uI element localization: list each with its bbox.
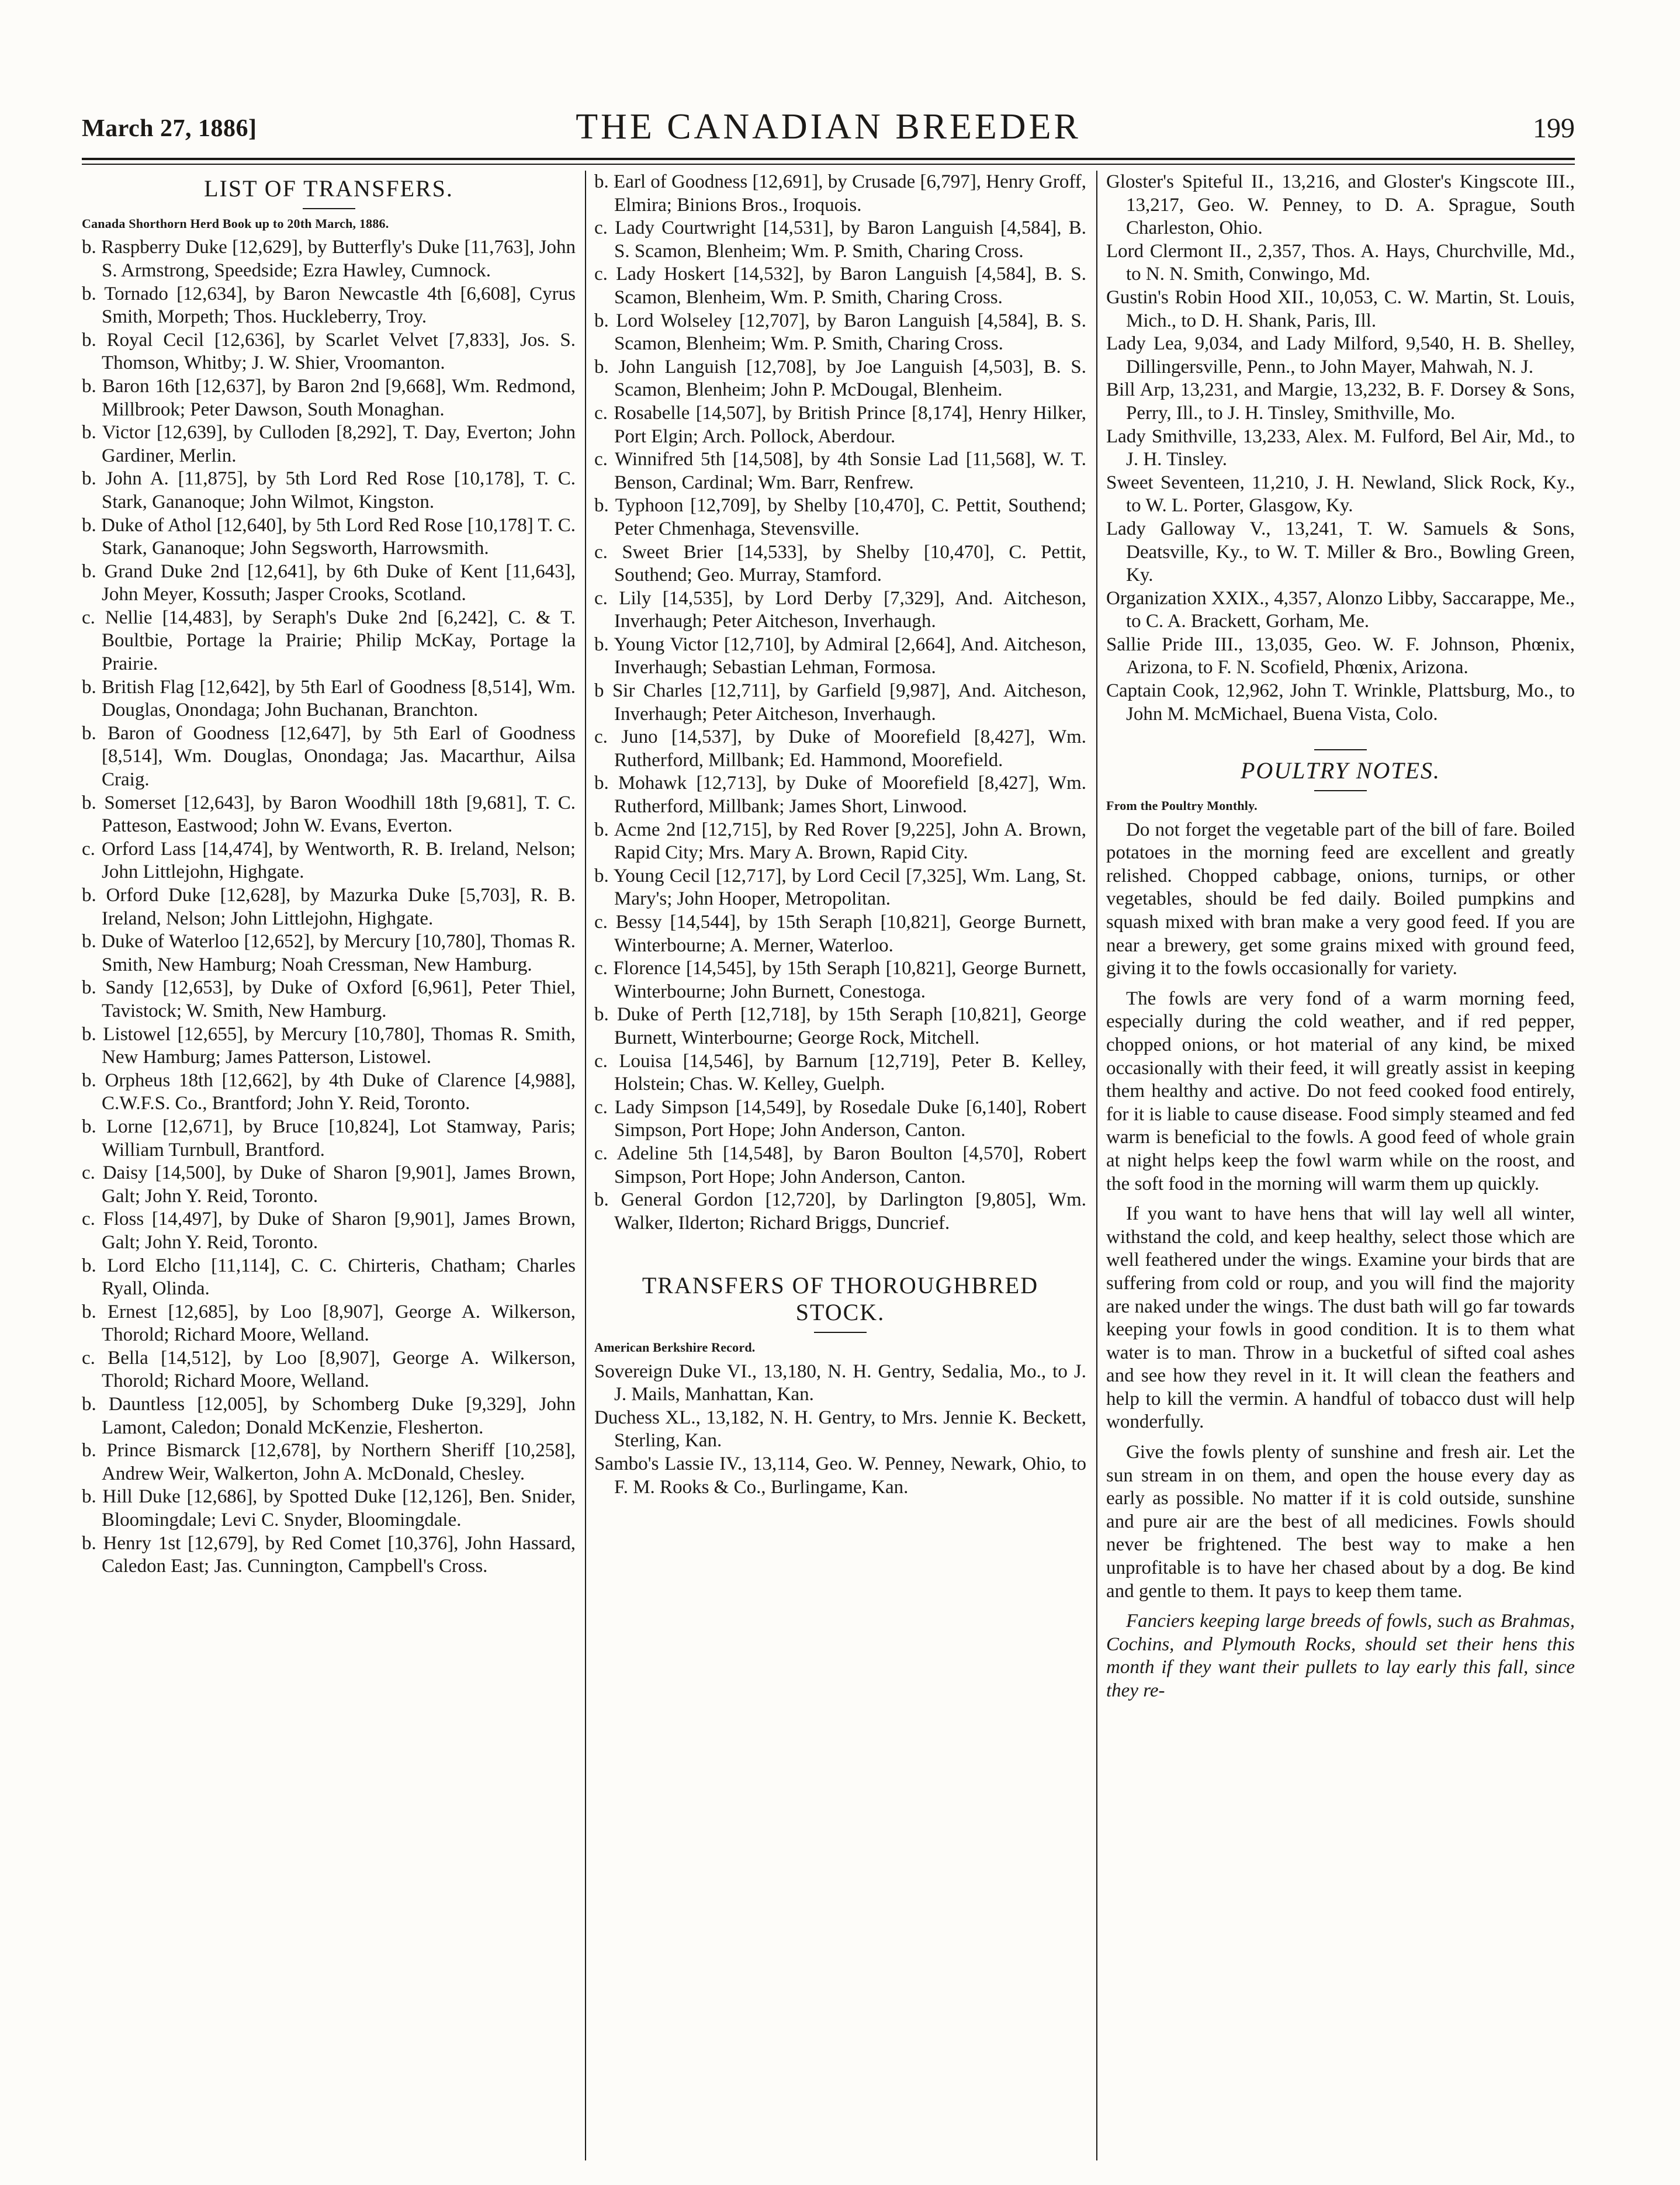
transfer-entry: c. Louisa [14,546], by Barnum [12,719], Peter B. Kelley, Holstein; Chas. W. Kelley, Guelph. <box>594 1050 1086 1095</box>
thoroughbred-entry: Lady Lea, 9,034, and Lady Milford, 9,540, H. B. Shelley, Dillingersville, Penn., to John Mayer, Mahwah, N. J. <box>1106 333 1575 378</box>
transfer-entry: c. Lady Courtwright [14,531], by Baron Languish [4,584], B. S. Scamon, Blenheim; Wm. P. Smith, Charing Cross. <box>594 217 1086 262</box>
transfer-entry: b. Acme 2nd [12,715], by Red Rover [9,225], John A. Brown, Rapid City; Mrs. Mary A. Brown, Rapid City. <box>594 819 1086 864</box>
thoroughbred-entry: Gloster's Spiteful II., 13,216, and Gloster's Kingscote III., 13,217, Geo. W. Penney, to D. A. Sprague, South Charleston, Ohio. <box>1106 171 1575 239</box>
transfers-list-col1 <box>82 236 576 1578</box>
masthead-title: THE CANADIAN BREEDER <box>576 107 1081 147</box>
section-gap <box>1106 726 1575 743</box>
transfer-entry: b. Grand Duke 2nd [12,641], by 6th Duke of Kent [11,643], John Meyer, Kossuth; Jasper Crooks, Scotland. <box>82 560 576 605</box>
transfer-entry: b. Typhoon [12,709], by Shelby [10,470], C. Pettit, Southend; Peter Chmenhaga, Stevensville. <box>594 495 1086 539</box>
page-header <box>82 106 1575 153</box>
article-paragraph: If you want to have hens that will lay well all winter, withstand the cold, and keep healthy, select those which are well feathered under the wings. Examine your birds that are suffering from cold or roup, and you will find the majority are naked under the wings. The dust bath will go far towards keeping your fowls in good condition. It is to them what water is to man. Throw in a bucketful of sifted coal ashes and see how they revel in it. It will clean the feathers and help to kill the vermin. A handful of tobacco dust will help wonderfully. <box>1106 1203 1575 1433</box>
thoroughbred-list-col2 <box>594 1360 1086 1500</box>
transfer-entry: b. Tornado [12,634], by Baron Newcastle 4th [6,608], Cyrus Smith, Morpeth; Thos. Huckleberry, Troy. <box>82 283 576 328</box>
transfer-entry: c. Lily [14,535], by Lord Derby [7,329], And. Aitcheson, Inverhaugh; Peter Aitcheson, Inverhaugh. <box>594 587 1086 632</box>
transfer-entry: b. Victor [12,639], by Culloden [8,292], T. Day, Everton; John Gardiner, Merlin. <box>82 422 576 466</box>
thoroughbred-entry: Sovereign Duke VI., 13,180, N. H. Gentry, Sedalia, Mo., to J. J. Mails, Manhattan, Kan. <box>594 1360 1086 1405</box>
article-paragraph: Do not forget the vegetable part of the bill of fare. Boiled potatoes in the morning feed are excellent and greatly relished. Chopped cabbage, onions, turnips, or other vegetables, should be fed daily. Boiled pumpkins and squash mixed with bran make a very good feed. If you are near a brewery, get some grains mixed with ground feed, giving it to the fowls occasionally for variety. <box>1106 819 1575 979</box>
thoroughbred-entry: Sweet Seventeen, 11,210, J. H. Newland, Slick Rock, Ky., to W. L. Porter, Glasgow, Ky. <box>1106 472 1575 517</box>
transfer-entry: b. Ernest [12,685], by Loo [8,907], George A. Wilkerson, Thorold; Richard Moore, Welland. <box>82 1301 576 1346</box>
transfer-entry: b. Raspberry Duke [12,629], by Butterfly's Duke [11,763], John S. Armstrong, Speedside; Ezra Hawley, Cumnock. <box>82 237 576 281</box>
transfer-entry: b. Listowel [12,655], by Mercury [10,780], Thomas R. Smith, New Hamburg; James Patterson, Listowel. <box>82 1023 576 1068</box>
transfer-entry: b. Sandy [12,653], by Duke of Oxford [6,961], Peter Thiel, Tavistock; W. Smith, New Hamburg. <box>82 977 576 1021</box>
transfer-entry: b. Somerset [12,643], by Baron Woodhill 18th [9,681], T. C. Patteson, Eastwood; John W. Evans, Everton. <box>82 792 576 837</box>
transfer-entry: b. Mohawk [12,713], by Duke of Moorefield [8,427], Wm. Rutherford, Millbank; James Short, Linwood. <box>594 773 1086 818</box>
transfer-entry: c. Orford Lass [14,474], by Wentworth, R. B. Ireland, Nelson; John Littlejohn, Highgate. <box>82 838 576 883</box>
transfer-entry: c. Sweet Brier [14,533], by Shelby [10,470], C. Pettit, Southend; Geo. Murray, Stamford. <box>594 541 1086 586</box>
article-paragraph: Give the fowls plenty of sunshine and fresh air. Let the sun stream in on them, and open the house every day as early as possible. No matter if it is cold outside, sunshine and pure air are the best of all medicines. Fowls should never be frightened. The best way to make a hen unprofitable is to have her chased about by a dog. Be kind and gentle to them. It pays to keep them tame. <box>1106 1442 1575 1602</box>
section-gap <box>594 1235 1086 1268</box>
transfer-entry: c. Bessy [14,544], by 15th Seraph [10,821], George Burnett, Winterbourne; A. Merner, Waterloo. <box>594 912 1086 956</box>
header-rule <box>82 158 1575 160</box>
thoroughbred-entry: Lady Smithville, 13,233, Alex. M. Fulford, Bel Air, Md., to J. H. Tinsley. <box>1106 425 1575 470</box>
column-divider <box>1096 171 1097 2160</box>
transfer-entry: b. Duke of Perth [12,718], by 15th Seraph [10,821], George Burnett, Winterbourne; George Rock, Mitchell. <box>594 1004 1086 1048</box>
transfer-entry: b. Baron of Goodness [12,647], by 5th Earl of Goodness [8,514], Wm. Douglas, Onondaga; Jas. Macarthur, Ailsa Craig. <box>82 722 576 791</box>
transfer-entry: b. Orpheus 18th [12,662], by 4th Duke of Clarence [4,988], C.W.F.S. Co., Brantford; John Y. Reid, Toronto. <box>82 1069 576 1114</box>
thoroughbred-list-col3 <box>1106 171 1575 726</box>
thoroughbred-entry: Bill Arp, 13,231, and Margie, 13,232, B. F. Dorsey & Sons, Perry, Ill., to J. H. Tinsley, Smithville, Mo. <box>1106 379 1575 424</box>
transfer-entry: b. Young Cecil [12,717], by Lord Cecil [7,325], Wm. Lang, St. Mary's; John Hooper, Metropolitan. <box>594 865 1086 910</box>
thoroughbred-entry: Sambo's Lassie IV., 13,114, Geo. W. Penney, Newark, Ohio, to F. M. Rooks & Co., Burlingame, Kan. <box>594 1453 1086 1498</box>
transfers-source: Canada Shorthorn Herd Book up to 20th March, 1886. <box>82 216 389 231</box>
column-2 <box>594 171 1086 2160</box>
poultry-title: POULTRY NOTES. <box>1240 757 1441 784</box>
header-rule-thin <box>82 164 1575 165</box>
column-divider <box>585 171 586 2160</box>
article-paragraph: The fowls are very fond of a warm morning feed, especially during the cold weather, and if red pepper, chopped onions, or hot material of any kind, be mixed occasionally with their feed, it will greatly assist in keeping them healthy and active. Do not feed cooked food entirely, for it is liable to cause disease. Food simply steamed and fed warm is beneficial to the fowls. A good feed of whole grain at night helps keep the fowl warm while on the roost, and the soft food in the morning will warm them up quickly. <box>1106 988 1575 1194</box>
thoroughbred-entry: Gustin's Robin Hood XII., 10,053, C. W. Martin, St. Louis, Mich., to D. H. Shank, Paris, Ill. <box>1106 286 1575 331</box>
transfer-entry: c. Winnifred 5th [14,508], by 4th Sonsie Lad [11,568], W. T. Benson, Cardinal; Wm. Barr, Renfrew. <box>594 449 1086 493</box>
transfer-entry: b. Duke of Athol [12,640], by 5th Lord Red Rose [10,178] T. C. Stark, Gananoque; John Segsworth, Harrowsmith. <box>82 514 576 559</box>
column-1 <box>82 171 576 2160</box>
page-number: 199 <box>1533 113 1575 144</box>
transfer-entry: b. Baron 16th [12,637], by Baron 2nd [9,668], Wm. Redmond, Millbrook; Peter Dawson, South Monaghan. <box>82 375 576 420</box>
column-3 <box>1106 171 1575 2160</box>
transfer-entry: b. Dauntless [12,005], by Schomberg Duke [9,329], John Lamont, Caledon; Donald McKenzie, Flesherton. <box>82 1394 576 1438</box>
transfer-entry: b. Lord Wolseley [12,707], by Baron Languish [4,584], B. S. Scamon, Blenheim; Wm. P. Smith, Charing Cross. <box>594 310 1086 355</box>
title-rule <box>1314 790 1367 791</box>
transfer-entry: b. Young Victor [12,710], by Admiral [2,664], And. Aitcheson, Inverhaugh; Sebastian Lehman, Formosa. <box>594 633 1086 678</box>
transfer-entry: b Sir Charles [12,711], by Garfield [9,987], And. Aitcheson, Inverhaugh; Peter Aitcheson, Inverhaugh. <box>594 680 1086 725</box>
transfer-entry: c. Rosabelle [14,507], by British Prince [8,174], Henry Hilker, Port Elgin; Arch. Pollock, Aberdour. <box>594 402 1086 447</box>
thoroughbred-entry: Captain Cook, 12,962, John T. Wrinkle, Plattsburg, Mo., to John M. McMichael, Buena Vista, Colo. <box>1106 680 1575 725</box>
poultry-source: From the Poultry Monthly. <box>1106 798 1258 813</box>
transfer-entry: c. Lady Simpson [14,549], by Rosedale Duke [6,140], Robert Simpson, Port Hope; John Anderson, Canton. <box>594 1096 1086 1141</box>
thoroughbred-entry: Sallie Pride III., 13,035, Geo. W. F. Johnson, Phœnix, Arizona, to F. N. Scofield, Phœnix, Arizona. <box>1106 633 1575 678</box>
transfer-entry: b. Earl of Goodness [12,691], by Crusade [6,797], Henry Groff, Elmira; Binions Bros., Iroquois. <box>594 171 1086 216</box>
transfer-entry: c. Daisy [14,500], by Duke of Sharon [9,901], James Brown, Galt; John Y. Reid, Toronto. <box>82 1162 576 1207</box>
title-rule <box>303 208 355 209</box>
transfer-entry: c. Lady Hoskert [14,532], by Baron Languish [4,584], B. S. Scamon, Blenheim, Wm. P. Smith, Charing Cross. <box>594 264 1086 308</box>
transfer-entry: b. Royal Cecil [12,636], by Scarlet Velvet [7,833], Jos. S. Thomson, Whitby; J. W. Shier, Vroomanton. <box>82 329 576 374</box>
transfer-entry: b. Lorne [12,671], by Bruce [10,824], Lot Stamway, Paris; William Turnbull, Brantford. <box>82 1116 576 1161</box>
thoroughbred-entry: Lady Galloway V., 13,241, T. W. Samuels & Sons, Deatsville, Ky., to W. T. Miller & Bro., Bowling Green, Ky. <box>1106 518 1575 586</box>
transfers-title: LIST OF TRANSFERS. <box>204 175 453 202</box>
transfer-entry: b. General Gordon [12,720], by Darlington [9,805], Wm. Walker, Ilderton; Richard Briggs, Duncrief. <box>594 1189 1086 1234</box>
thoroughbred-entry: Lord Clermont II., 2,357, Thos. A. Hays, Churchville, Md., to N. N. Smith, Conwingo, Md. <box>1106 240 1575 285</box>
transfer-entry: c. Juno [14,537], by Duke of Moorefield [8,427], Wm. Rutherford, Millbank; Ed. Hammond, Moorefield. <box>594 726 1086 771</box>
transfer-entry: c. Floss [14,497], by Duke of Sharon [9,901], James Brown, Galt; John Y. Reid, Toronto. <box>82 1208 576 1253</box>
transfer-entry: b. Duke of Waterloo [12,652], by Mercury [10,780], Thomas R. Smith, New Hamburg; Noah Cressman, New Hamburg. <box>82 931 576 975</box>
transfer-entry: c. Nellie [14,483], by Seraph's Duke 2nd [6,242], C. & T. Boultbie, Portage la Prairie; Philip McKay, Portage la Prairie. <box>82 607 576 675</box>
section-rule <box>1314 749 1367 750</box>
transfer-entry: c. Florence [14,545], by 15th Seraph [10,821], George Burnett, Winterbourne; John Burnett, Conestoga. <box>594 958 1086 1002</box>
thoroughbred-title-line2: STOCK. <box>795 1299 885 1326</box>
article-paragraph: Fanciers keeping large breeds of fowls, such as Brahmas, Cochins, and Plymouth Rocks, should set their hens this month if they want their pullets to lay early this fall, since they re- <box>1106 1611 1575 1702</box>
transfer-entry: b. Orford Duke [12,628], by Mazurka Duke [5,703], R. B. Ireland, Nelson; John Littlejohn, Highgate. <box>82 885 576 929</box>
transfer-entry: b. John Languish [12,708], by Joe Languish [4,503], B. S. Scamon, Blenheim; John P. McDougal, Blenheim. <box>594 356 1086 401</box>
transfer-entry: c. Bella [14,512], by Loo [8,907], George A. Wilkerson, Thorold; Richard Moore, Welland. <box>82 1347 576 1392</box>
thoroughbred-source: American Berkshire Record. <box>594 1340 756 1355</box>
transfer-entry: b. Henry 1st [12,679], by Red Comet [10,376], John Hassard, Caledon East; Jas. Cunnington, Campbell's Cross. <box>82 1532 576 1577</box>
title-rule <box>814 1332 867 1333</box>
transfer-entry: b. British Flag [12,642], by 5th Earl of Goodness [8,514], Wm. Douglas, Onondaga; John Buchanan, Branchton. <box>82 676 576 721</box>
transfer-entry: b. Prince Bismarck [12,678], by Northern Sheriff [10,258], Andrew Weir, Walkerton, John A. McDonald, Chesley. <box>82 1440 576 1484</box>
thoroughbred-title-line1: TRANSFERS OF THOROUGHBRED <box>642 1272 1039 1299</box>
thoroughbred-entry: Organization XXIX., 4,357, Alonzo Libby, Saccarappe, Me., to C. A. Brackett, Gorham, Me. <box>1106 587 1575 632</box>
transfer-entry: c. Adeline 5th [14,548], by Baron Boulton [4,570], Robert Simpson, Port Hope; John Anderson, Canton. <box>594 1142 1086 1187</box>
transfer-entry: b. John A. [11,875], by 5th Lord Red Rose [10,178], T. C. Stark, Gananoque; John Wilmot, Kingston. <box>82 468 576 513</box>
thoroughbred-entry: Duchess XL., 13,182, N. H. Gentry, to Mrs. Jennie K. Beckett, Sterling, Kan. <box>594 1407 1086 1452</box>
poultry-article <box>1106 819 1575 1703</box>
transfer-entry: b. Lord Elcho [11,114], C. C. Chirteris, Chatham; Charles Ryall, Olinda. <box>82 1255 576 1300</box>
transfer-entry: b. Hill Duke [12,686], by Spotted Duke [12,126], Ben. Snider, Bloomingdale; Levi C. Snyder, Bloomingdale. <box>82 1486 576 1531</box>
issue-date: March 27, 1886] <box>82 115 257 142</box>
transfers-list-col2 <box>594 171 1086 1235</box>
